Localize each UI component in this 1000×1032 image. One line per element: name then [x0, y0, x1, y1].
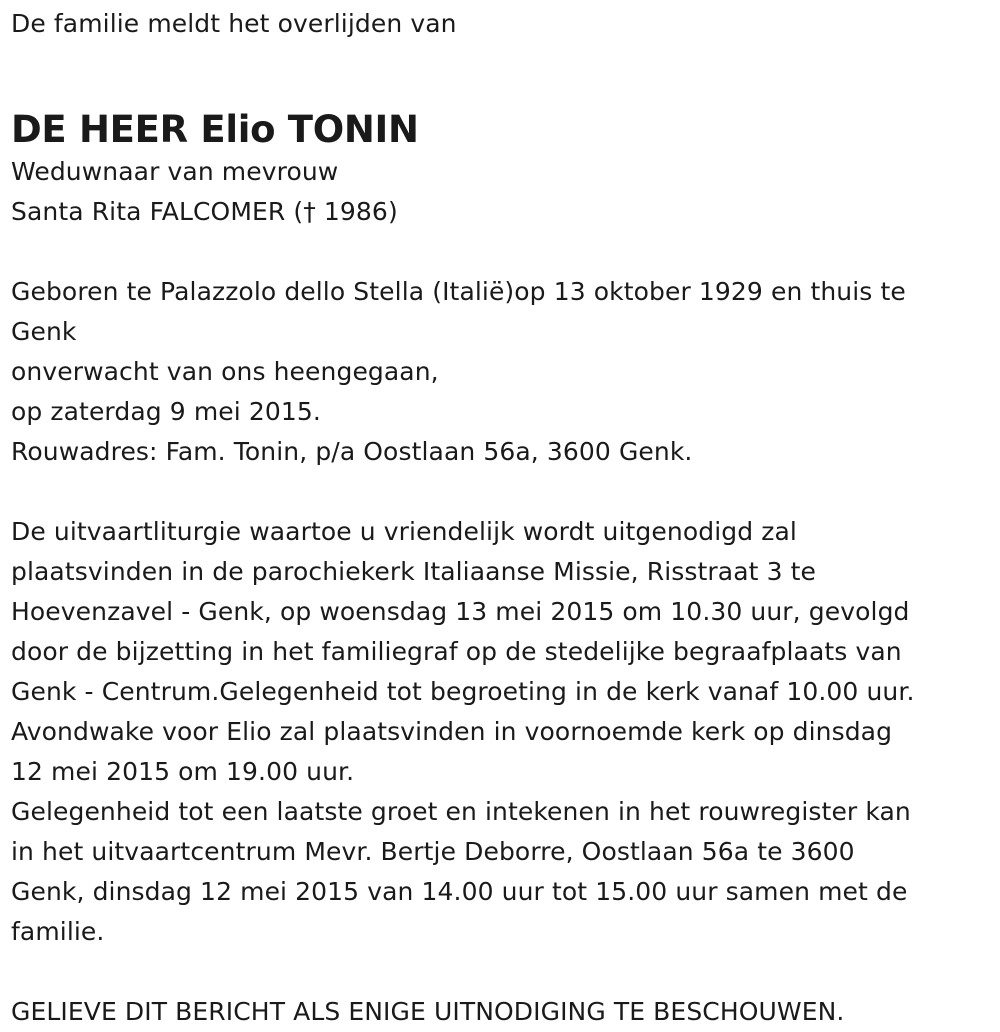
funeral-line: Avondwake voor Elio zal plaatsvinden in voornoemde kerk op dinsdag — [11, 717, 893, 746]
spouse-line-1: Weduwnaar van mevrouw — [11, 157, 339, 186]
death-line-1: onverwacht van ons heengegaan, — [11, 357, 439, 386]
funeral-line: Hoevenzavel - Genk, op woensdag 13 mei 2015 om 10.30 uur, gevolgd — [11, 597, 910, 626]
funeral-line: door de bijzetting in het familiegraf op de stedelijke begraafplaats van — [11, 637, 902, 666]
obituary-notice — [11, 0, 986, 1032]
funeral-line: Genk, dinsdag 12 mei 2015 van 14.00 uur tot 15.00 uur samen met de — [11, 877, 908, 906]
deceased-name: DE HEER Elio TONIN — [11, 108, 419, 151]
spacer — [11, 232, 986, 272]
funeral-line: familie. — [11, 917, 105, 946]
closing-notice: GELIEVE DIT BERICHT ALS ENIGE UITNODIGING TE BESCHOUWEN. — [11, 997, 845, 1026]
intro-text: De familie meldt het overlijden van — [11, 9, 457, 38]
spacer — [11, 472, 986, 512]
spouse-line-2: Santa Rita FALCOMER († 1986) — [11, 197, 398, 226]
death-line-2: op zaterdag 9 mei 2015. — [11, 397, 321, 426]
funeral-line: De uitvaartliturgie waartoe u vriendelijk wordt uitgenodigd zal — [11, 517, 797, 546]
birth-line-1: Geboren te Palazzolo dello Stella (Italië)op 13 oktober 1929 en thuis te — [11, 277, 906, 306]
funeral-line: in het uitvaartcentrum Mevr. Bertje Deborre, Oostlaan 56a te 3600 — [11, 837, 855, 866]
birth-line-2: Genk — [11, 317, 77, 346]
spacer — [11, 952, 986, 992]
funeral-line: 12 mei 2015 om 19.00 uur. — [11, 757, 355, 786]
funeral-line: Gelegenheid tot een laatste groet en intekenen in het rouwregister kan — [11, 797, 911, 826]
funeral-line: Genk - Centrum.Gelegenheid tot begroeting in de kerk vanaf 10.00 uur. — [11, 677, 915, 706]
mourning-address: Rouwadres: Fam. Tonin, p/a Oostlaan 56a, 3600 Genk. — [11, 437, 693, 466]
funeral-line: plaatsvinden in de parochiekerk Italiaanse Missie, Risstraat 3 te — [11, 557, 817, 586]
